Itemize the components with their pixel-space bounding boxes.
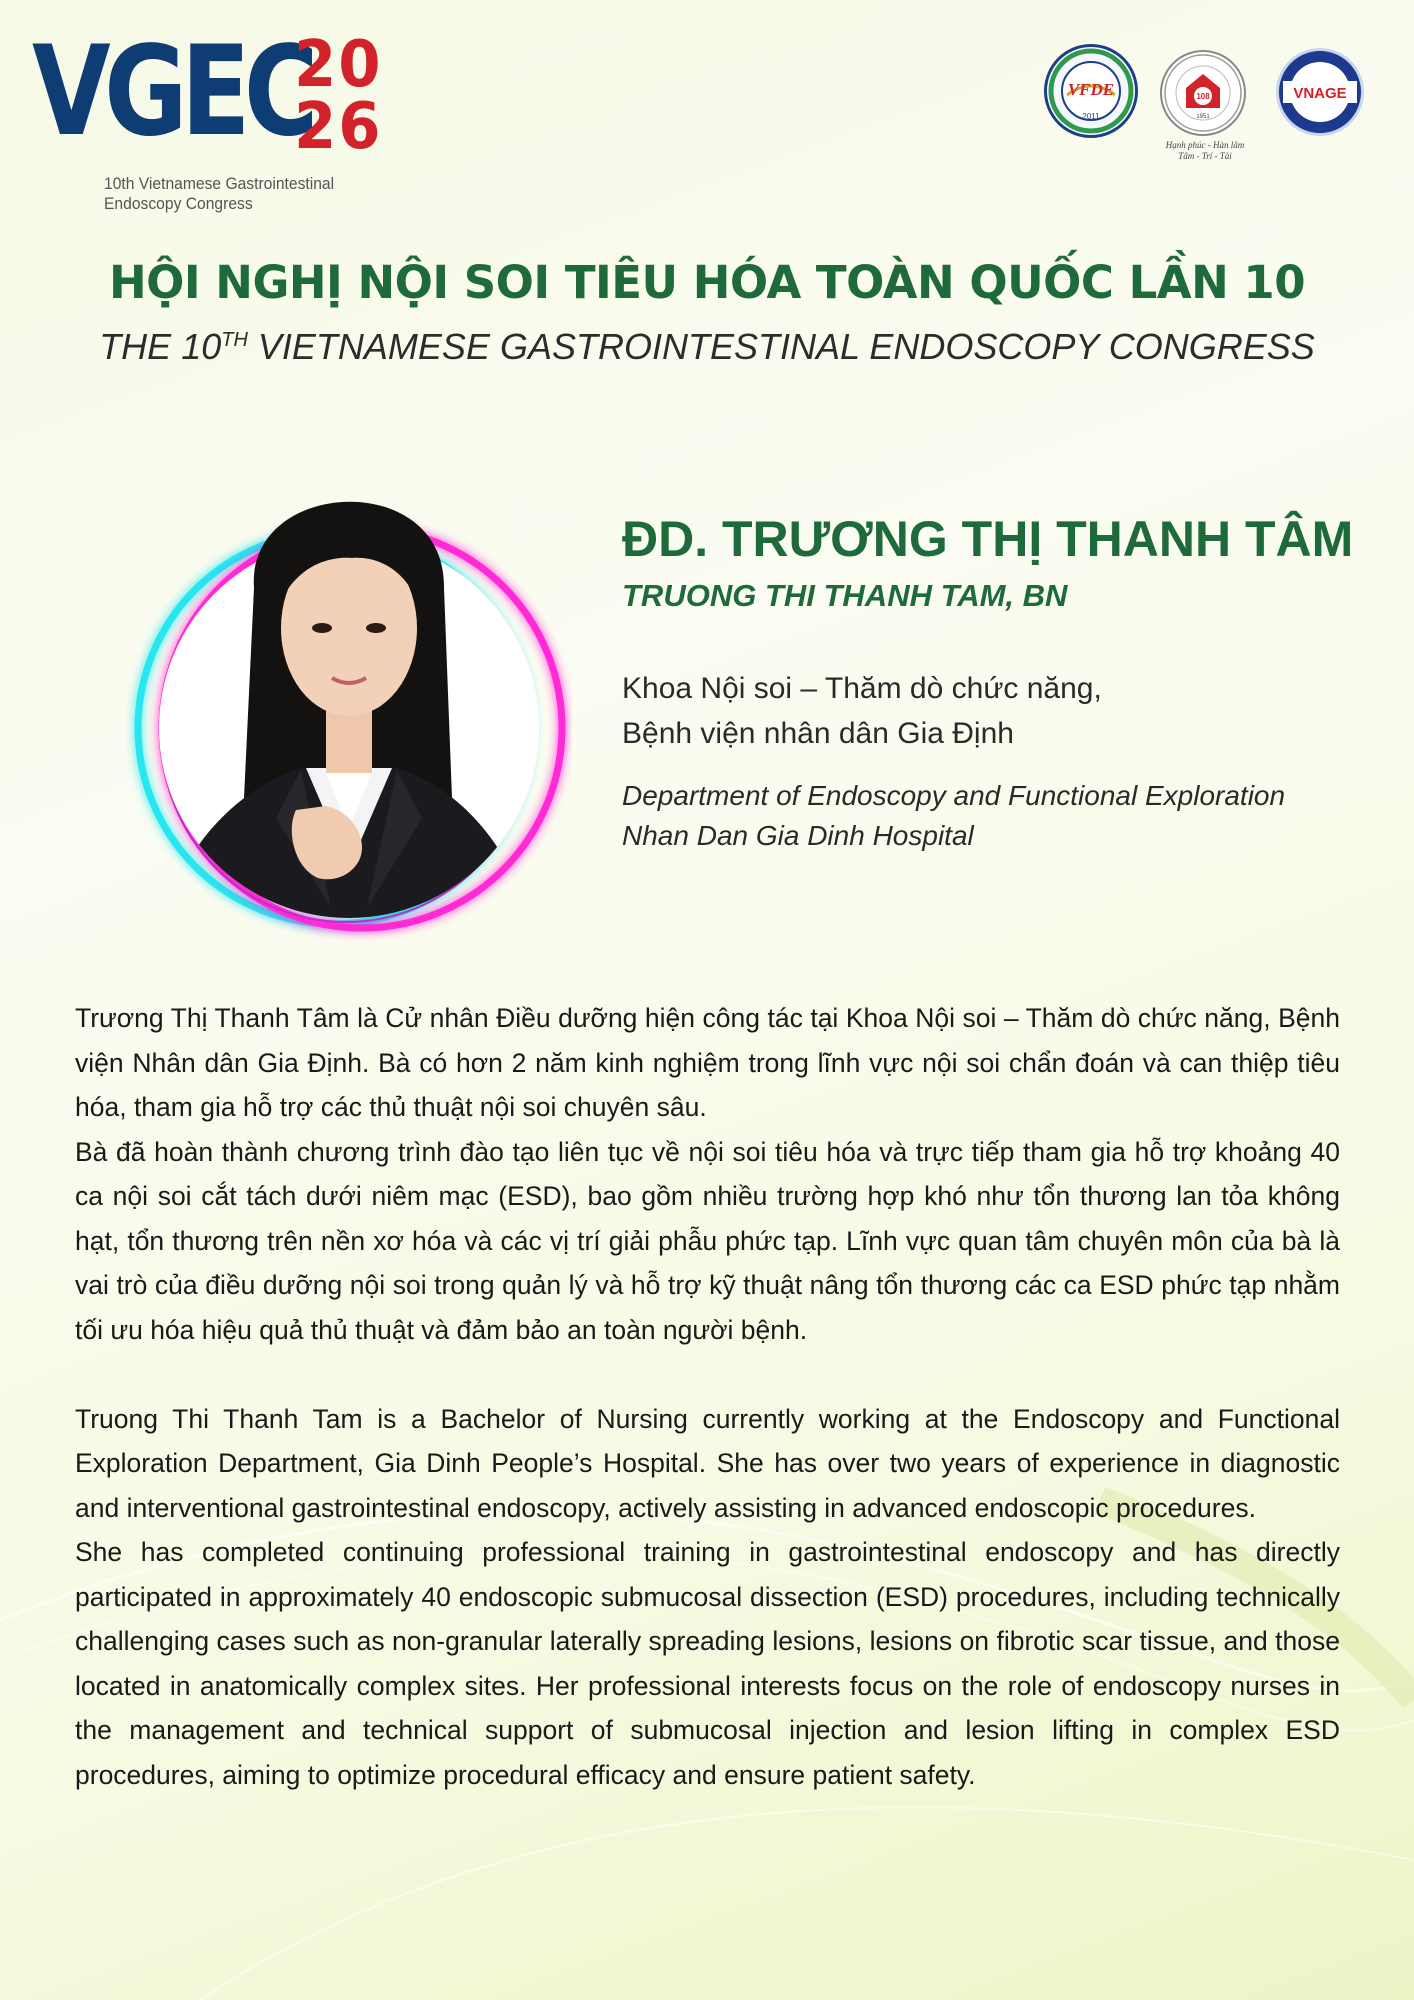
affiliation-vn-line2: Bệnh viện nhân dân Gia Định xyxy=(622,717,1014,750)
speaker-name-en: TRUONG THI THANH TAM, BN xyxy=(622,578,1068,613)
hospital-108-motto xyxy=(1150,140,1260,162)
speaker-portrait xyxy=(126,438,572,948)
bio-vn-paragraph-1: Trương Thị Thanh Tâm là Cử nhân Điều dưỡng hiện công tác tại Khoa Nội soi – Thăm dò chức năng, Bệnh viện Nhân dân Gia Định. Bà có hơn 2 năm kinh nghiệm trong lĩnh vực nội soi chẩn đoán và can thiệp tiêu hóa, tham gia hỗ trợ các thủ thuật nội soi chuyên sâu. xyxy=(75,1003,1340,1122)
logo-wordmark: VGEC xyxy=(32,20,312,164)
congress-title-vn: HỘI NGHỊ NỘI SOI TIÊU HÓA TOÀN QUỐC LẦN 10 xyxy=(108,256,1306,309)
bio-vn-paragraph-2: Bà đã hoàn thành chương trình đào tạo liên tục về nội soi tiêu hóa và trực tiếp tham gia hỗ trợ khoảng 40 ca nội soi cắt tách dưới niêm mạc (ESD), bao gồm nhiều trường hợp khó như tổn thương lan tỏa không hạt, tổn thương trên nền xơ hóa và các vị trí giải phẫu phức tạp. Lĩnh vực quan tâm chuyên môn của bà là vai trò của điều dưỡng nội soi trong quản lý và hỗ trợ kỹ thuật nâng tổn thương các ca ESD phức tạp nhằm tối ưu hóa hiệu quả thủ thuật và đảm bảo an toàn người bệnh. xyxy=(75,1136,1340,1345)
logo-year-bottom: 26 xyxy=(294,90,383,164)
bio-en-paragraph-1: Truong Thi Thanh Tam is a Bachelor of Nursing currently working at the Endoscopy and Functional Exploration Department, Gia Dinh People’s Hospital. She has over two years of experience in diagnostic and interventional gastrointestinal endoscopy, actively assisting in advanced endoscopic procedures. xyxy=(75,1403,1340,1523)
paragraph-spacer xyxy=(75,1352,1340,1397)
vfde-year: 2011 xyxy=(1082,112,1100,121)
speaker-affiliation-en xyxy=(622,776,1285,856)
bio-en-paragraph-2: She has completed continuing professional training in gastrointestinal endoscopy and has directly participated in approximately 40 endoscopic submucosal dissection (ESD) procedures, including technically challenging cases such as non-granular laterally spreading lesions, lesions on fibrotic scar tissue, and those located in anatomically complex sites. Her professional interests focus on the role of endoscopy nurses in the management and technical support of submucosal injection and lesion lifting in complex ESD procedures, aiming to optimize procedural efficacy and ensure patient safety. xyxy=(75,1537,1340,1790)
military-hospital-108-seal xyxy=(1160,50,1246,136)
vnage-seal xyxy=(1276,48,1364,136)
congress-title-en xyxy=(0,326,1414,368)
logo-year xyxy=(294,28,383,164)
vnage-label: VNAGE xyxy=(1293,85,1347,102)
hospital-108-year: 1951 xyxy=(1196,114,1210,120)
logo-subtitle-line1: 10th Vietnamese Gastrointestinal xyxy=(104,174,335,193)
logo-subtitle xyxy=(104,174,334,214)
vfde-label: VFDE xyxy=(1067,80,1115,99)
speaker-biography xyxy=(75,996,1340,1797)
affiliation-en-line1: Department of Endoscopy and Functional Exploration xyxy=(622,780,1286,811)
congress-title-en-pre: THE 10 xyxy=(99,326,222,367)
congress-title-en-sup: TH xyxy=(221,329,248,351)
speaker-affiliation-vn xyxy=(622,666,1102,756)
hospital-108-motto-line1: Hạnh phúc - Hàn lâm xyxy=(1165,140,1245,150)
affiliation-vn-line1: Khoa Nội soi – Thăm dò chức năng, xyxy=(622,672,1102,705)
logo-year-top: 20 xyxy=(294,28,383,102)
logo-subtitle-line2: Endoscopy Congress xyxy=(104,194,253,213)
affiliation-en-line2: Nhan Dan Gia Dinh Hospital xyxy=(622,820,974,851)
hospital-108-label: 108 xyxy=(1196,92,1210,101)
congress-title-en-post: VIETNAMESE GASTROINTESTINAL ENDOSCOPY CONGRESS xyxy=(247,326,1315,367)
congress-logo xyxy=(32,20,402,220)
hospital-108-motto-line2: Tâm - Trí - Tài xyxy=(1178,151,1232,161)
vfde-seal xyxy=(1044,44,1138,138)
speaker-name-vn: ĐD. TRƯƠNG THỊ THANH TÂM xyxy=(622,511,1354,567)
